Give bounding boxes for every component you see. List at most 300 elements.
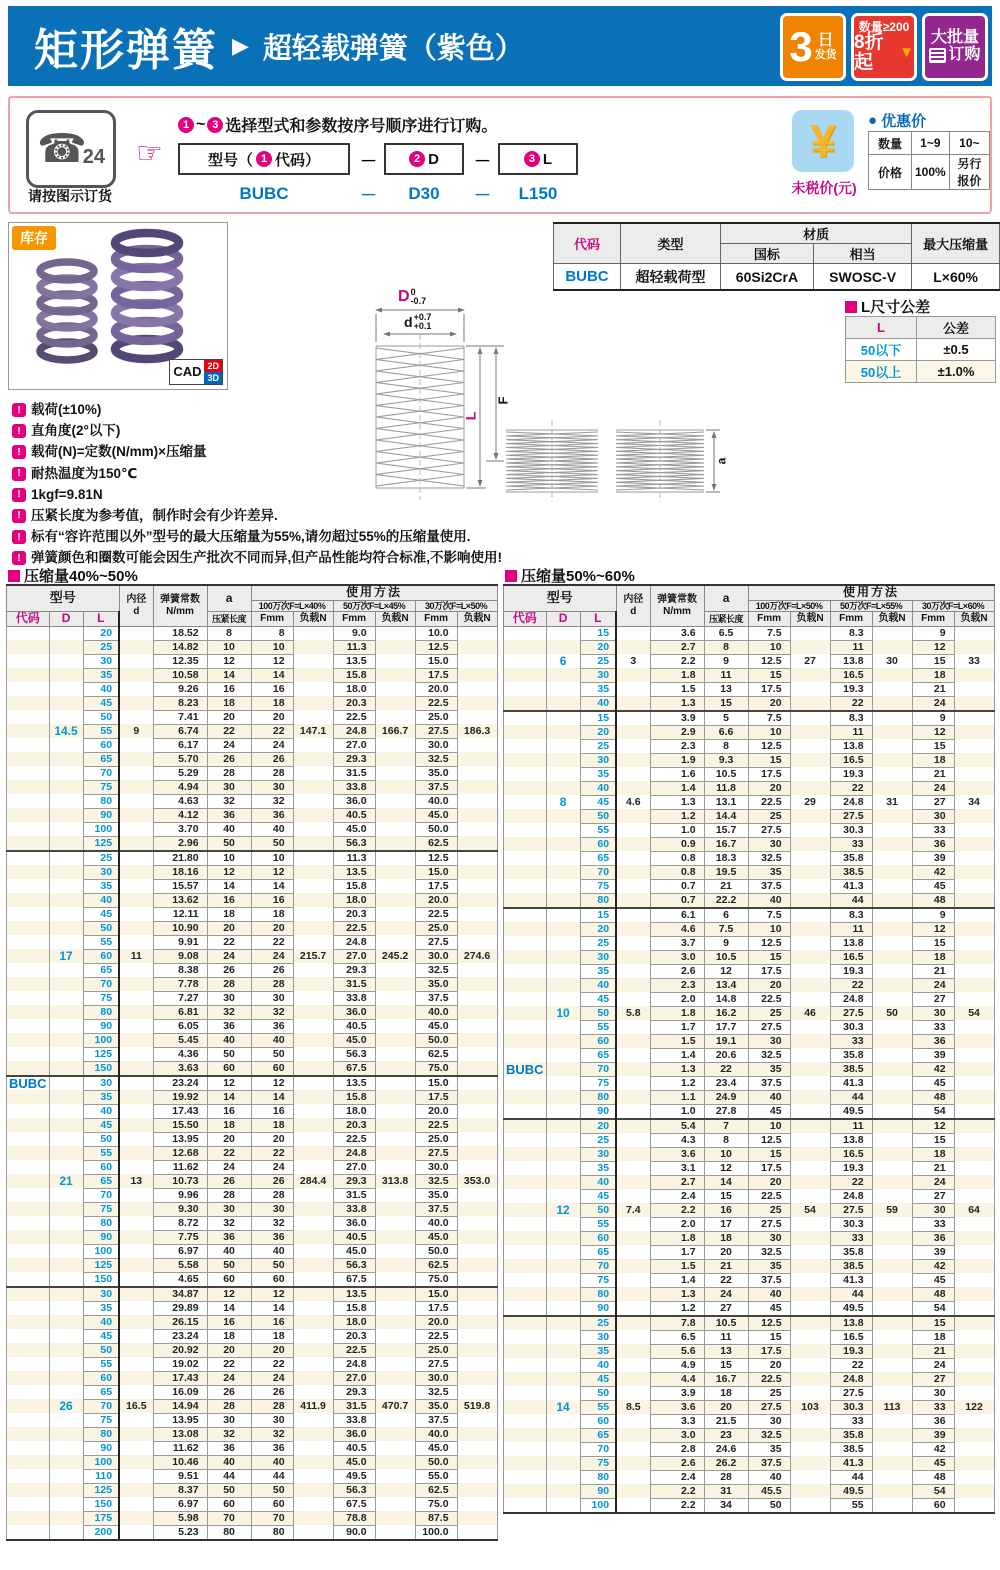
outer-dia-cell: [49, 1371, 83, 1385]
code-cell: [7, 640, 50, 654]
deflection-cell: 33.8: [333, 991, 375, 1005]
table-row: [504, 682, 995, 696]
magenta-square-icon: [8, 570, 20, 582]
load-cell: [790, 1048, 830, 1062]
code-cell: [7, 1469, 50, 1483]
deflection-cell: 7.5: [748, 908, 790, 923]
press-length-cell: 24.6: [704, 1442, 748, 1456]
spring-constant-cell: 2.8: [650, 1442, 704, 1456]
code-cell: [7, 1047, 50, 1061]
outer-dia-cell: [49, 1385, 83, 1399]
table-row: [504, 739, 995, 753]
press-length-cell: 13.4: [704, 978, 748, 992]
model-code-box: 型号（ 1 代码）: [178, 143, 350, 175]
outer-dia-cell: [546, 725, 580, 739]
load-cell: [790, 1287, 830, 1301]
deflection-cell: 40.5: [333, 1019, 375, 1033]
load-cell: [954, 1414, 994, 1428]
spring-constant-cell: 2.96: [153, 836, 207, 851]
deflection-cell: 48: [912, 1470, 954, 1484]
length-cell: 90: [83, 1019, 119, 1033]
table-row: [504, 1062, 995, 1076]
deflection-cell: 30.3: [830, 1020, 872, 1034]
spring-constant-cell: 0.8: [650, 851, 704, 865]
deflection-cell: 40.0: [415, 794, 457, 808]
deflection-cell: 22.5: [415, 1329, 457, 1343]
load-cell: [375, 766, 415, 780]
press-length-cell: 14: [207, 668, 251, 682]
deflection-cell: 11: [830, 725, 872, 739]
load-cell: [457, 1258, 497, 1272]
load-cell: [293, 654, 333, 668]
table-row: [504, 1048, 995, 1062]
deflection-cell: 39: [912, 1048, 954, 1062]
spring-constant-cell: 1.2: [650, 1301, 704, 1316]
deflection-cell: 35.8: [830, 1428, 872, 1442]
badge-day-label: 日: [817, 31, 834, 49]
load-cell: [457, 640, 497, 654]
table-row: [504, 1287, 995, 1301]
deflection-cell: 15: [748, 1330, 790, 1344]
load-cell: [457, 836, 497, 851]
outer-dia-cell: [49, 1216, 83, 1230]
outer-dia-cell: [546, 1175, 580, 1189]
bore-cell: [119, 1202, 153, 1216]
deflection-cell: 25.0: [415, 1343, 457, 1357]
table-row: [504, 1076, 995, 1090]
outer-dia-cell: [546, 851, 580, 865]
deflection-cell: 55.0: [415, 1469, 457, 1483]
outer-dia-cell: [49, 1061, 83, 1076]
deflection-cell: 19.3: [830, 682, 872, 696]
spring-constant-cell: 2.7: [650, 1175, 704, 1189]
table-row: [504, 1386, 995, 1400]
load-cell: [954, 1133, 994, 1147]
load-cell: [457, 1090, 497, 1104]
load-cell: [293, 1272, 333, 1287]
load-cell: [790, 1133, 830, 1147]
load-cell: [790, 767, 830, 781]
load-cell: [790, 992, 830, 1006]
tax-note: 未税价(元): [791, 180, 857, 196]
spring-constant-cell: 4.12: [153, 808, 207, 822]
load-cell: [954, 1484, 994, 1498]
note-item: [12, 529, 992, 545]
outer-dia-cell: [49, 963, 83, 977]
code-cell: [7, 963, 50, 977]
press-length-cell: 20: [207, 710, 251, 724]
deflection-cell: 42: [912, 1442, 954, 1456]
load-cell: [457, 1132, 497, 1146]
deflection-cell: 17.5: [415, 879, 457, 893]
code-cell: [504, 1498, 547, 1513]
length-cell: 55: [580, 1400, 616, 1414]
code-cell: [7, 865, 50, 879]
code-cell: [7, 1202, 50, 1216]
deflection-cell: 27.5: [415, 935, 457, 949]
load-cell: [457, 1413, 497, 1427]
load-cell: [954, 1119, 994, 1134]
code-cell: [7, 1301, 50, 1315]
material-spec-table: [553, 222, 1000, 291]
length-cell: 65: [83, 963, 119, 977]
bore-cell: 11: [119, 949, 153, 963]
table-row: [504, 1372, 995, 1386]
bore-cell: [119, 893, 153, 907]
deflection-cell: 18: [912, 668, 954, 682]
deflection-cell: 40: [251, 1244, 293, 1258]
load-cell: [790, 1189, 830, 1203]
outer-dia-cell: [49, 710, 83, 724]
table-row: [7, 963, 498, 977]
load-cell: [293, 921, 333, 935]
deflection-cell: 24.8: [830, 1189, 872, 1203]
length-cell: 45: [83, 1118, 119, 1132]
deflection-cell: 16: [251, 1104, 293, 1118]
load-cell: [293, 1005, 333, 1019]
load-cell: [872, 1076, 912, 1090]
load-cell: [790, 1456, 830, 1470]
spring-constant-cell: 23.24: [153, 1329, 207, 1343]
load-cell: [954, 837, 994, 851]
length-cell: 175: [83, 1511, 119, 1525]
outer-dia-cell: [49, 1146, 83, 1160]
col-cycle: 30万次F=L×50%: [415, 600, 497, 611]
code-cell: [7, 1005, 50, 1019]
load-cell: [457, 1047, 497, 1061]
outer-dia-cell: [546, 1301, 580, 1316]
length-cell: 15: [580, 711, 616, 726]
deflection-cell: 25.0: [415, 710, 457, 724]
load-cell: [457, 1301, 497, 1315]
spec-code: BUBC: [554, 264, 621, 291]
load-cell: [293, 1343, 333, 1357]
outer-dia-cell: [49, 893, 83, 907]
table-row: [7, 1019, 498, 1033]
bore-cell: [616, 936, 650, 950]
table-row: [504, 795, 995, 809]
press-length-cell: 60: [207, 1497, 251, 1511]
load-cell: [293, 1160, 333, 1174]
press-length-cell: 16.7: [704, 1372, 748, 1386]
code-cell: [7, 1455, 50, 1469]
deflection-cell: 56.3: [333, 1047, 375, 1061]
bore-cell: [616, 1245, 650, 1259]
deflection-cell: 27.5: [830, 1386, 872, 1400]
badge-order-label: 订购: [948, 46, 981, 63]
outer-dia-cell: [546, 893, 580, 908]
deflection-cell: 18.0: [333, 1315, 375, 1329]
stock-badge: 库存: [12, 226, 56, 250]
code-cell: [504, 1147, 547, 1161]
deflection-cell: 16.5: [830, 753, 872, 767]
press-length-cell: 13: [704, 1344, 748, 1358]
code-cell: [7, 1132, 50, 1146]
outer-dia-cell: 12: [546, 1203, 580, 1217]
bore-cell: [616, 1189, 650, 1203]
code-cell: [7, 991, 50, 1005]
load-cell: [375, 1019, 415, 1033]
header-badges: [780, 13, 988, 81]
deflection-cell: 20.3: [333, 1329, 375, 1343]
table-row: [7, 1061, 498, 1076]
load-cell: [954, 1090, 994, 1104]
load-cell: [457, 808, 497, 822]
load-cell: [375, 1132, 415, 1146]
load-cell: [375, 794, 415, 808]
deflection-cell: 22.5: [748, 1189, 790, 1203]
deflection-cell: 33: [830, 1414, 872, 1428]
outer-dia-cell: [546, 1386, 580, 1400]
bore-cell: [119, 1511, 153, 1525]
press-length-cell: 19.5: [704, 865, 748, 879]
press-length-cell: 14: [207, 879, 251, 893]
load-cell: [457, 1469, 497, 1483]
spring-constant-cell: 2.4: [650, 1189, 704, 1203]
deflection-cell: 24: [251, 949, 293, 963]
length-cell: 125: [83, 1258, 119, 1272]
load-cell: [872, 626, 912, 640]
deflection-cell: 54: [912, 1301, 954, 1316]
bore-cell: [616, 1119, 650, 1134]
press-length-cell: 20: [704, 1400, 748, 1414]
press-length-cell: 9: [704, 654, 748, 668]
bore-cell: [119, 1315, 153, 1329]
bore-cell: 8.5: [616, 1400, 650, 1414]
load-cell: [790, 711, 830, 726]
deflection-cell: 22: [251, 724, 293, 738]
table-row: [7, 1511, 498, 1525]
outer-dia-cell: [49, 991, 83, 1005]
load-cell: [954, 1161, 994, 1175]
load-cell: [790, 668, 830, 682]
bore-cell: [119, 1090, 153, 1104]
deflection-cell: 16: [251, 682, 293, 696]
press-length-cell: 24: [207, 1371, 251, 1385]
spring-data-table: [6, 584, 498, 1541]
press-length-cell: 14: [704, 1175, 748, 1189]
code-cell: [504, 992, 547, 1006]
deflection-cell: 15.8: [333, 1301, 375, 1315]
load-cell: [954, 1442, 994, 1456]
load-cell: [457, 1230, 497, 1244]
deflection-cell: 13.8: [830, 936, 872, 950]
deflection-cell: 40.5: [333, 808, 375, 822]
deflection-cell: 10: [748, 922, 790, 936]
code-cell: [504, 1456, 547, 1470]
code-cell: [7, 738, 50, 752]
code-cell: [7, 1090, 50, 1104]
load-cell: 313.8: [375, 1174, 415, 1188]
length-cell: 35: [83, 1090, 119, 1104]
spring-constant-cell: 34.87: [153, 1287, 207, 1302]
deflection-cell: 30: [251, 991, 293, 1005]
table-row: [504, 781, 995, 795]
press-length-cell: 24: [207, 949, 251, 963]
table-row: [7, 1329, 498, 1343]
code-cell: [7, 766, 50, 780]
length-cell: 125: [83, 1483, 119, 1497]
load-cell: [790, 1344, 830, 1358]
code-cell: [7, 836, 50, 851]
bore-cell: [616, 1273, 650, 1287]
length-cell: 40: [580, 978, 616, 992]
spring-constant-cell: 26.15: [153, 1315, 207, 1329]
spring-constant-cell: 1.5: [650, 682, 704, 696]
load-cell: [457, 1033, 497, 1047]
deflection-cell: 41.3: [830, 879, 872, 893]
press-length-cell: 30: [207, 1413, 251, 1427]
spring-constant-cell: 1.3: [650, 795, 704, 809]
spring-constant-cell: 1.1: [650, 1090, 704, 1104]
deflection-cell: 12.5: [748, 1316, 790, 1331]
bore-cell: [119, 1357, 153, 1371]
pointing-finger-icon: ☞: [136, 137, 163, 170]
length-cell: 30: [83, 1076, 119, 1091]
note-exclamation-icon: !: [12, 530, 26, 544]
code-cell: [504, 1217, 547, 1231]
header-row: [7, 585, 498, 600]
deflection-cell: 37.5: [415, 1413, 457, 1427]
load-cell: [872, 1470, 912, 1484]
load-cell: [457, 696, 497, 710]
load-cell: [790, 1119, 830, 1134]
deflection-cell: 35.0: [415, 977, 457, 991]
deflection-cell: 16.5: [830, 1330, 872, 1344]
bore-cell: [119, 640, 153, 654]
deflection-cell: 13.5: [333, 1076, 375, 1091]
spring-constant-cell: 1.6: [650, 767, 704, 781]
col-L: L: [83, 612, 119, 627]
load-cell: [790, 1498, 830, 1513]
deflection-cell: 32.5: [748, 1048, 790, 1062]
load-cell: [375, 1033, 415, 1047]
deflection-cell: 45.0: [415, 1230, 457, 1244]
load-cell: [457, 654, 497, 668]
outer-dia-cell: 17: [49, 949, 83, 963]
load-cell: 34: [954, 795, 994, 809]
note-text: 弹簧颜色和圈数可能会因生产批次不同而异,但产品性能均符合标准,不影响使用!: [31, 550, 502, 566]
load-cell: 245.2: [375, 949, 415, 963]
outer-dia-cell: [49, 865, 83, 879]
table-row: 国标 相当: [554, 244, 1000, 264]
press-length-cell: 60: [207, 1272, 251, 1287]
spring-constant-cell: 2.2: [650, 1498, 704, 1513]
tolerance-heading: L尺寸公差: [845, 296, 930, 317]
load-cell: [293, 1357, 333, 1371]
press-length-cell: 13.1: [704, 795, 748, 809]
press-length-cell: 22: [207, 1146, 251, 1160]
deflection-cell: 45: [912, 1076, 954, 1090]
load-cell: [457, 1272, 497, 1287]
bore-cell: [119, 808, 153, 822]
bore-cell: [119, 921, 153, 935]
deflection-cell: 22: [830, 1175, 872, 1189]
length-cell: 25: [83, 640, 119, 654]
length-cell: 90: [580, 1104, 616, 1119]
deflection-cell: 12: [912, 1119, 954, 1134]
press-length-cell: 36: [207, 1441, 251, 1455]
deflection-cell: 38.5: [830, 865, 872, 879]
load-cell: [872, 668, 912, 682]
outer-dia-cell: [546, 1273, 580, 1287]
length-cell: 80: [580, 1090, 616, 1104]
deflection-cell: 29.3: [333, 1385, 375, 1399]
deflection-cell: 45.0: [333, 1244, 375, 1258]
header-row: [504, 612, 995, 627]
deflection-cell: 45: [748, 1301, 790, 1316]
outer-dia-cell: [49, 1160, 83, 1174]
outer-dia-cell: [546, 879, 580, 893]
col-load: 负载N: [954, 612, 994, 627]
load-cell: [293, 836, 333, 851]
load-cell: [954, 1358, 994, 1372]
table-row: [504, 1104, 995, 1119]
bore-cell: [119, 1343, 153, 1357]
press-length-cell: 18: [207, 907, 251, 921]
code-cell: [504, 879, 547, 893]
bore-cell: [616, 1456, 650, 1470]
length-cell: 20: [580, 922, 616, 936]
press-length-cell: 50: [207, 1258, 251, 1272]
load-cell: [375, 1315, 415, 1329]
outer-dia-cell: [546, 1259, 580, 1273]
deflection-cell: 37.5: [415, 780, 457, 794]
length-cell: 50: [580, 1386, 616, 1400]
deflection-cell: 33: [830, 1034, 872, 1048]
deflection-cell: 78.8: [333, 1511, 375, 1525]
load-cell: [790, 781, 830, 795]
table-row: [504, 908, 995, 923]
load-cell: [293, 1469, 333, 1483]
length-cell: 50: [83, 1343, 119, 1357]
table-row: [504, 1161, 995, 1175]
table-row: [504, 1330, 995, 1344]
load-cell: [457, 907, 497, 921]
bore-cell: [119, 1104, 153, 1118]
deflection-cell: 40: [251, 822, 293, 836]
deflection-cell: 18: [912, 950, 954, 964]
outer-dia-cell: [546, 1470, 580, 1484]
length-cell: 25: [580, 1133, 616, 1147]
load-cell: [375, 1357, 415, 1371]
dim-a-label: a: [714, 457, 729, 465]
deflection-cell: 13.5: [333, 1287, 375, 1302]
bore-cell: [119, 1427, 153, 1441]
code-cell: [7, 780, 50, 794]
press-length-cell: 70: [207, 1511, 251, 1525]
load-cell: [872, 1386, 912, 1400]
load-cell: [790, 1470, 830, 1484]
deflection-cell: 20.3: [333, 696, 375, 710]
load-cell: [293, 1019, 333, 1033]
deflection-cell: 90.0: [333, 1525, 375, 1540]
press-length-cell: 32: [207, 1005, 251, 1019]
load-cell: [293, 1132, 333, 1146]
load-cell: [293, 682, 333, 696]
spring-constant-cell: 4.9: [650, 1358, 704, 1372]
length-cell: 55: [83, 1357, 119, 1371]
deflection-cell: 32: [251, 794, 293, 808]
deflection-cell: 11.3: [333, 640, 375, 654]
code-cell: [504, 1372, 547, 1386]
deflection-cell: 24: [912, 1175, 954, 1189]
deflection-cell: 37.5: [748, 1076, 790, 1090]
spring-constant-cell: 1.4: [650, 1273, 704, 1287]
press-length-cell: 16.2: [704, 1006, 748, 1020]
table-row: [504, 1203, 995, 1217]
bore-cell: [119, 654, 153, 668]
